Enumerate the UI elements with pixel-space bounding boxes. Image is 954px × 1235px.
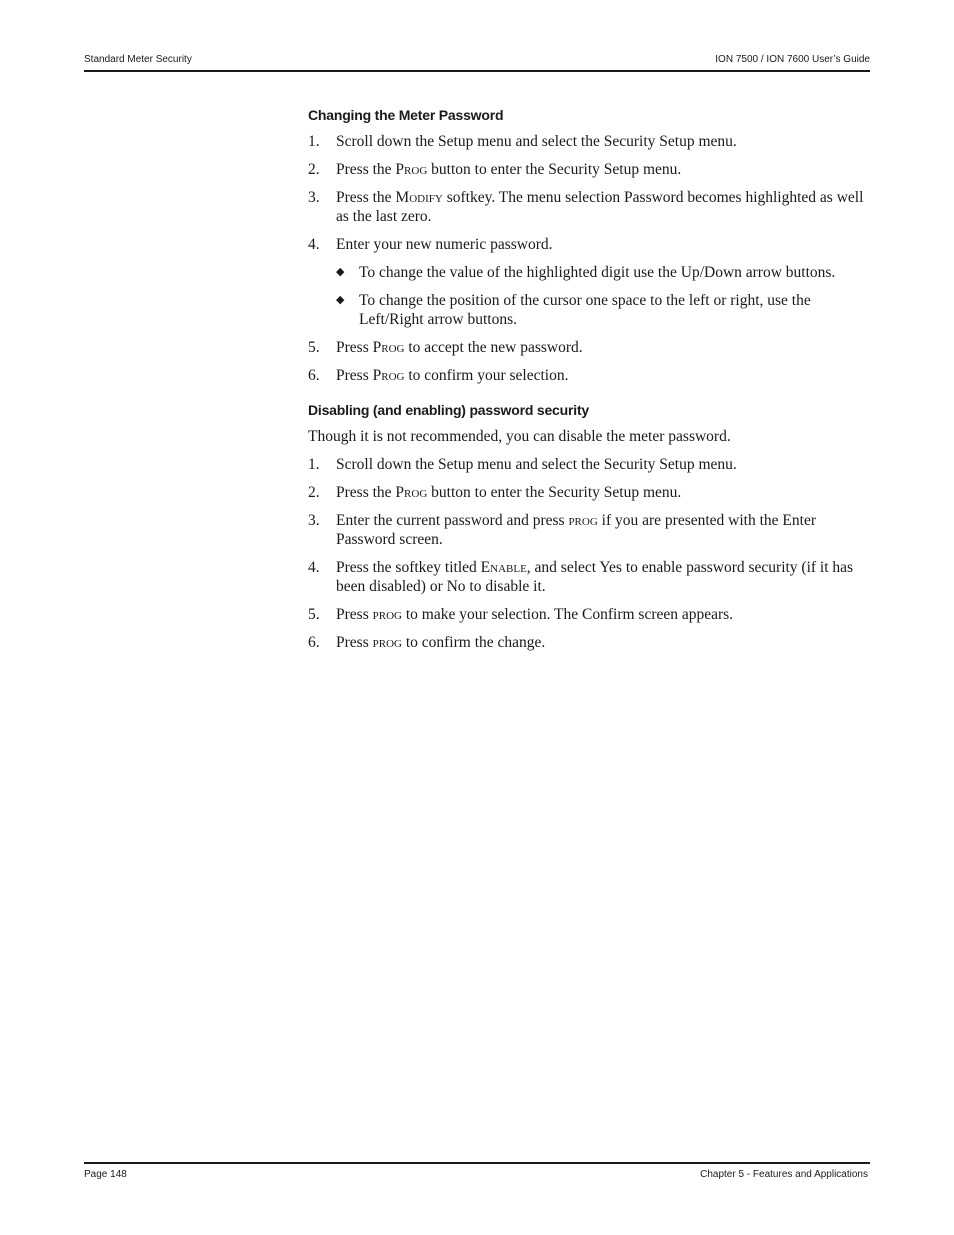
step-text-suffix: to confirm the change.: [401, 634, 546, 651]
key-name: Prog: [372, 367, 405, 384]
step-text-prefix: Press the: [336, 189, 396, 206]
key-name: Modify: [395, 189, 443, 206]
key-name: Enable: [480, 559, 527, 576]
key-name: Prog: [395, 161, 428, 178]
step-number: 6.: [308, 367, 320, 384]
step-number: 1.: [308, 456, 320, 473]
page-content: [308, 106, 870, 661]
bullet-item: [336, 263, 870, 282]
key-name: prog: [372, 634, 402, 651]
step-item: [308, 188, 870, 226]
running-footer: [84, 1162, 870, 1186]
bullet-text: To change the position of the cursor one space to the left or right, use the Left/Right arrow buttons.: [359, 292, 811, 328]
step-text-prefix: Press: [336, 634, 373, 651]
step-item: [308, 160, 870, 179]
header-document-title: ION 7500 / ION 7600 User’s Guide: [715, 54, 870, 65]
step-item: [308, 483, 870, 502]
step-number: 5.: [308, 606, 320, 623]
diamond-bullet-icon: ◆: [336, 266, 345, 278]
step-item: [308, 511, 870, 549]
step-item: [308, 338, 870, 357]
step-text-prefix: Press: [336, 339, 373, 356]
key-name: prog: [568, 512, 598, 529]
header-section-title: Standard Meter Security: [84, 54, 192, 65]
footer-chapter-title: Chapter 5 - Features and Applications: [700, 1169, 868, 1180]
section-disable-password: [308, 401, 870, 652]
page-number: Page 148: [84, 1169, 127, 1180]
step-text-prefix: Press: [336, 606, 373, 623]
change-password-steps: [308, 132, 870, 385]
step-item: [308, 235, 870, 329]
key-name: Prog: [372, 339, 405, 356]
step-item: [308, 605, 870, 624]
step-number: 1.: [308, 133, 320, 150]
step-text-suffix: if you are presented with the Enter Password screen.: [336, 512, 816, 548]
step-number: 3.: [308, 189, 320, 206]
step-item: [308, 455, 870, 474]
step-text-suffix: , and select Yes to enable password security (if it has been disabled) or No to disable it.: [336, 559, 854, 595]
step-text-prefix: Press the: [336, 484, 396, 501]
step-number: 2.: [308, 161, 320, 178]
step-text-prefix: Press: [336, 367, 373, 384]
step-number: 2.: [308, 484, 320, 501]
step-item: [308, 633, 870, 652]
key-name: prog: [372, 606, 402, 623]
step-number: 4.: [308, 559, 320, 576]
step-text-suffix: to make your selection. The Confirm screen appears.: [401, 606, 734, 623]
step-number: 4.: [308, 236, 320, 253]
running-header: [84, 52, 870, 72]
bullet-item: [336, 291, 870, 329]
bullet-text: To change the value of the highlighted digit use the Up/Down arrow buttons.: [359, 264, 836, 281]
step-text-prefix: Press the softkey titled: [336, 559, 481, 576]
step-item: [308, 558, 870, 596]
step-text-suffix: to confirm your selection.: [404, 367, 569, 384]
step-item: [308, 132, 870, 151]
step-text-suffix: button to enter the Security Setup menu.: [427, 161, 682, 178]
section-heading-change-password: Changing the Meter Password: [308, 107, 504, 123]
step-text: Enter your new numeric password.: [336, 236, 553, 253]
step-text-suffix: button to enter the Security Setup menu.: [427, 484, 682, 501]
step-number: 5.: [308, 339, 320, 356]
disable-password-steps: [308, 455, 870, 652]
step-text-prefix: Enter the current password and press: [336, 512, 569, 529]
sub-bullet-list: [336, 263, 870, 329]
section-intro-paragraph: Though it is not recommended, you can disable the meter password.: [308, 428, 731, 445]
step-text-suffix: to accept the new password.: [404, 339, 583, 356]
diamond-bullet-icon: ◆: [336, 294, 345, 306]
section-heading-disable-password: Disabling (and enabling) password security: [308, 402, 589, 418]
step-text-prefix: Press the: [336, 161, 396, 178]
step-text-suffix: softkey. The menu selection Password becomes highlighted as well as the last zero.: [336, 189, 864, 225]
step-text: Scroll down the Setup menu and select the Security Setup menu.: [336, 456, 737, 473]
key-name: Prog: [395, 484, 428, 501]
step-text: Scroll down the Setup menu and select the Security Setup menu.: [336, 133, 737, 150]
step-number: 6.: [308, 634, 320, 651]
step-item: [308, 366, 870, 385]
step-number: 3.: [308, 512, 320, 529]
